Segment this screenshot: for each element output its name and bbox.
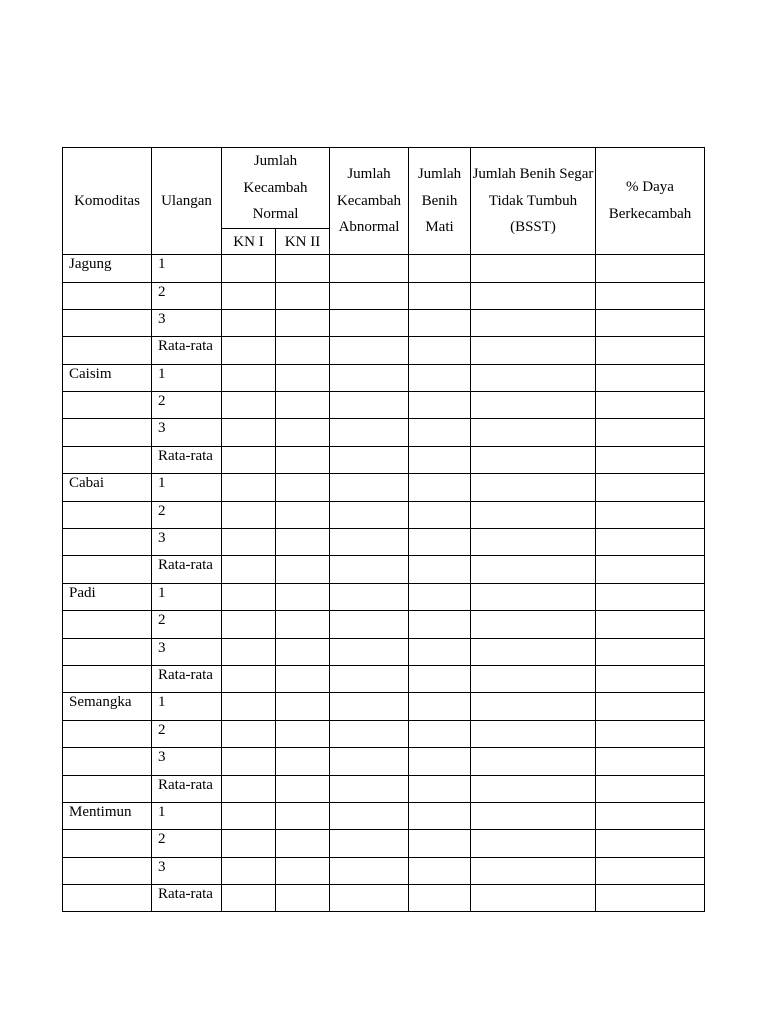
cell-kn2[interactable] [276,638,330,665]
cell-bsst[interactable] [471,501,596,528]
cell-kn2[interactable] [276,501,330,528]
cell-komoditas: Caisim [63,364,152,391]
cell-benih-mati[interactable] [409,446,471,473]
cell-kn1[interactable] [222,529,276,556]
cell-kn1[interactable] [222,419,276,446]
cell-komoditas [63,830,152,857]
header-daya-berkecambah: % Daya Berkecambah [596,148,705,255]
cell-komoditas [63,665,152,692]
cell-kn1[interactable] [222,501,276,528]
cell-kecambah-abnormal[interactable] [330,748,409,775]
cell-kecambah-abnormal[interactable] [330,392,409,419]
cell-daya-berkecambah[interactable] [596,556,705,583]
cell-daya-berkecambah[interactable] [596,282,705,309]
cell-benih-mati[interactable] [409,419,471,446]
cell-kecambah-abnormal[interactable] [330,802,409,829]
cell-kn1[interactable] [222,748,276,775]
cell-kecambah-abnormal[interactable] [330,720,409,747]
cell-bsst[interactable] [471,474,596,501]
header-benih-mati: Jumlah Benih Mati [409,148,471,255]
table-row [63,309,705,336]
table-row [63,392,705,419]
cell-komoditas: Padi [63,583,152,610]
header-row [63,148,705,229]
cell-kn1[interactable] [222,802,276,829]
cell-kecambah-abnormal[interactable] [330,693,409,720]
germination-data-table [62,147,705,912]
table-row [63,364,705,391]
cell-kecambah-abnormal[interactable] [330,501,409,528]
table-row [63,337,705,364]
table-row [63,748,705,775]
cell-kn1[interactable] [222,364,276,391]
cell-komoditas: Semangka [63,693,152,720]
cell-benih-mati[interactable] [409,364,471,391]
cell-kecambah-abnormal[interactable] [330,611,409,638]
header-kn1: KN I [222,229,276,255]
table-row [63,885,705,912]
cell-bsst[interactable] [471,529,596,556]
cell-kn1[interactable] [222,775,276,802]
cell-komoditas [63,529,152,556]
document-page [62,147,705,912]
cell-kecambah-abnormal[interactable] [330,337,409,364]
table-row [63,802,705,829]
cell-ulangan: 1 [152,364,222,391]
cell-kn2[interactable] [276,583,330,610]
cell-kn2[interactable] [276,337,330,364]
cell-kn2[interactable] [276,309,330,336]
table-row [63,693,705,720]
table-row [63,282,705,309]
cell-ulangan: Rata-rata [152,775,222,802]
cell-kn2[interactable] [276,419,330,446]
cell-komoditas [63,638,152,665]
cell-benih-mati[interactable] [409,775,471,802]
cell-bsst[interactable] [471,665,596,692]
cell-komoditas [63,419,152,446]
cell-bsst[interactable] [471,693,596,720]
cell-ulangan: 3 [152,419,222,446]
cell-benih-mati[interactable] [409,693,471,720]
cell-ulangan: Rata-rata [152,556,222,583]
table-row [63,501,705,528]
cell-daya-berkecambah[interactable] [596,857,705,884]
cell-komoditas [63,611,152,638]
header-kecambah-abnormal: Jumlah Kecambah Abnormal [330,148,409,255]
cell-kecambah-abnormal[interactable] [330,419,409,446]
cell-kn2[interactable] [276,748,330,775]
cell-daya-berkecambah[interactable] [596,446,705,473]
cell-benih-mati[interactable] [409,529,471,556]
cell-komoditas [63,337,152,364]
cell-benih-mati[interactable] [409,501,471,528]
cell-komoditas [63,556,152,583]
cell-komoditas [63,775,152,802]
table-row [63,857,705,884]
header-ulangan: Ulangan [152,148,222,255]
cell-ulangan: 2 [152,830,222,857]
cell-kn2[interactable] [276,665,330,692]
cell-ulangan: Rata-rata [152,337,222,364]
cell-ulangan: 2 [152,611,222,638]
cell-ulangan: 3 [152,638,222,665]
cell-komoditas [63,282,152,309]
cell-benih-mati[interactable] [409,309,471,336]
cell-kn2[interactable] [276,556,330,583]
table-row [63,255,705,282]
cell-kecambah-abnormal[interactable] [330,529,409,556]
cell-bsst[interactable] [471,255,596,282]
cell-benih-mati[interactable] [409,857,471,884]
table-row [63,419,705,446]
cell-kecambah-abnormal[interactable] [330,638,409,665]
cell-kn2[interactable] [276,885,330,912]
cell-komoditas [63,720,152,747]
cell-kecambah-abnormal[interactable] [330,775,409,802]
cell-daya-berkecambah[interactable] [596,583,705,610]
cell-komoditas: Jagung [63,255,152,282]
cell-bsst[interactable] [471,446,596,473]
cell-ulangan: 1 [152,802,222,829]
cell-kn2[interactable] [276,255,330,282]
cell-kecambah-abnormal[interactable] [330,474,409,501]
cell-kn1[interactable] [222,392,276,419]
cell-kn2[interactable] [276,857,330,884]
cell-kn1[interactable] [222,474,276,501]
cell-benih-mati[interactable] [409,282,471,309]
cell-kecambah-abnormal[interactable] [330,446,409,473]
cell-bsst[interactable] [471,775,596,802]
cell-kn1[interactable] [222,885,276,912]
cell-kn1[interactable] [222,830,276,857]
cell-kecambah-abnormal[interactable] [330,255,409,282]
cell-bsst[interactable] [471,556,596,583]
cell-bsst[interactable] [471,720,596,747]
cell-kn2[interactable] [276,282,330,309]
table-row [63,583,705,610]
cell-ulangan: 2 [152,282,222,309]
cell-benih-mati[interactable] [409,720,471,747]
cell-komoditas [63,392,152,419]
cell-ulangan: 2 [152,392,222,419]
cell-kn2[interactable] [276,611,330,638]
cell-kn2[interactable] [276,392,330,419]
cell-kn2[interactable] [276,529,330,556]
table-row [63,638,705,665]
cell-daya-berkecambah[interactable] [596,364,705,391]
cell-kn1[interactable] [222,337,276,364]
cell-bsst[interactable] [471,611,596,638]
cell-kn2[interactable] [276,364,330,391]
cell-ulangan: 1 [152,255,222,282]
cell-ulangan: Rata-rata [152,446,222,473]
cell-kn2[interactable] [276,830,330,857]
cell-kn2[interactable] [276,775,330,802]
cell-bsst[interactable] [471,857,596,884]
cell-ulangan: 2 [152,501,222,528]
cell-ulangan: Rata-rata [152,885,222,912]
cell-komoditas [63,501,152,528]
cell-kecambah-abnormal[interactable] [330,885,409,912]
cell-daya-berkecambah[interactable] [596,309,705,336]
cell-komoditas [63,857,152,884]
cell-daya-berkecambah[interactable] [596,665,705,692]
cell-bsst[interactable] [471,830,596,857]
cell-kn1[interactable] [222,583,276,610]
cell-daya-berkecambah[interactable] [596,802,705,829]
cell-kn1[interactable] [222,282,276,309]
header-kecambah-normal: Jumlah Kecambah Normal [222,148,330,229]
cell-kn1[interactable] [222,309,276,336]
cell-daya-berkecambah[interactable] [596,501,705,528]
table-row [63,446,705,473]
cell-benih-mati[interactable] [409,255,471,282]
cell-ulangan: 2 [152,720,222,747]
cell-benih-mati[interactable] [409,638,471,665]
cell-benih-mati[interactable] [409,583,471,610]
cell-komoditas [63,885,152,912]
table-row [63,529,705,556]
cell-kn1[interactable] [222,638,276,665]
cell-benih-mati[interactable] [409,392,471,419]
cell-ulangan: 3 [152,529,222,556]
cell-bsst[interactable] [471,392,596,419]
cell-bsst[interactable] [471,364,596,391]
cell-daya-berkecambah[interactable] [596,885,705,912]
cell-kn2[interactable] [276,802,330,829]
cell-daya-berkecambah[interactable] [596,720,705,747]
cell-kn1[interactable] [222,255,276,282]
cell-bsst[interactable] [471,337,596,364]
cell-daya-berkecambah[interactable] [596,638,705,665]
cell-daya-berkecambah[interactable] [596,392,705,419]
cell-komoditas: Mentimun [63,802,152,829]
cell-bsst[interactable] [471,885,596,912]
header-komoditas: Komoditas [63,148,152,255]
cell-daya-berkecambah[interactable] [596,611,705,638]
cell-bsst[interactable] [471,638,596,665]
cell-kn2[interactable] [276,446,330,473]
header-kn2: KN II [276,229,330,255]
cell-kecambah-abnormal[interactable] [330,556,409,583]
cell-kn1[interactable] [222,665,276,692]
cell-kecambah-abnormal[interactable] [330,282,409,309]
cell-kecambah-abnormal[interactable] [330,309,409,336]
cell-kn1[interactable] [222,857,276,884]
cell-benih-mati[interactable] [409,556,471,583]
cell-benih-mati[interactable] [409,337,471,364]
cell-bsst[interactable] [471,309,596,336]
cell-ulangan: 1 [152,693,222,720]
cell-kn1[interactable] [222,446,276,473]
cell-kn1[interactable] [222,693,276,720]
cell-kecambah-abnormal[interactable] [330,364,409,391]
table-row [63,611,705,638]
cell-ulangan: 3 [152,748,222,775]
cell-benih-mati[interactable] [409,748,471,775]
cell-komoditas: Cabai [63,474,152,501]
cell-bsst[interactable] [471,802,596,829]
cell-kecambah-abnormal[interactable] [330,583,409,610]
cell-daya-berkecambah[interactable] [596,529,705,556]
cell-daya-berkecambah[interactable] [596,337,705,364]
cell-bsst[interactable] [471,748,596,775]
cell-daya-berkecambah[interactable] [596,775,705,802]
cell-ulangan: 3 [152,309,222,336]
cell-ulangan: 1 [152,474,222,501]
cell-benih-mati[interactable] [409,611,471,638]
cell-ulangan: Rata-rata [152,665,222,692]
cell-kn2[interactable] [276,693,330,720]
cell-benih-mati[interactable] [409,474,471,501]
cell-bsst[interactable] [471,583,596,610]
cell-kn1[interactable] [222,556,276,583]
cell-kn2[interactable] [276,474,330,501]
cell-kn2[interactable] [276,720,330,747]
cell-ulangan: 1 [152,583,222,610]
cell-daya-berkecambah[interactable] [596,474,705,501]
cell-benih-mati[interactable] [409,830,471,857]
cell-benih-mati[interactable] [409,802,471,829]
cell-benih-mati[interactable] [409,665,471,692]
cell-benih-mati[interactable] [409,885,471,912]
cell-kecambah-abnormal[interactable] [330,857,409,884]
table-row [63,665,705,692]
cell-daya-berkecambah[interactable] [596,419,705,446]
cell-kn1[interactable] [222,720,276,747]
table-row [63,830,705,857]
cell-daya-berkecambah[interactable] [596,748,705,775]
cell-daya-berkecambah[interactable] [596,255,705,282]
table-row [63,775,705,802]
cell-bsst[interactable] [471,419,596,446]
cell-komoditas [63,748,152,775]
cell-daya-berkecambah[interactable] [596,693,705,720]
table-row [63,720,705,747]
cell-kecambah-abnormal[interactable] [330,830,409,857]
cell-ulangan: 3 [152,857,222,884]
header-bsst: Jumlah Benih Segar Tidak Tumbuh (BSST) [471,148,596,255]
cell-bsst[interactable] [471,282,596,309]
cell-kn1[interactable] [222,611,276,638]
cell-kecambah-abnormal[interactable] [330,665,409,692]
cell-komoditas [63,446,152,473]
cell-daya-berkecambah[interactable] [596,830,705,857]
table-body [63,255,705,912]
cell-komoditas [63,309,152,336]
table-row [63,474,705,501]
table-row [63,556,705,583]
